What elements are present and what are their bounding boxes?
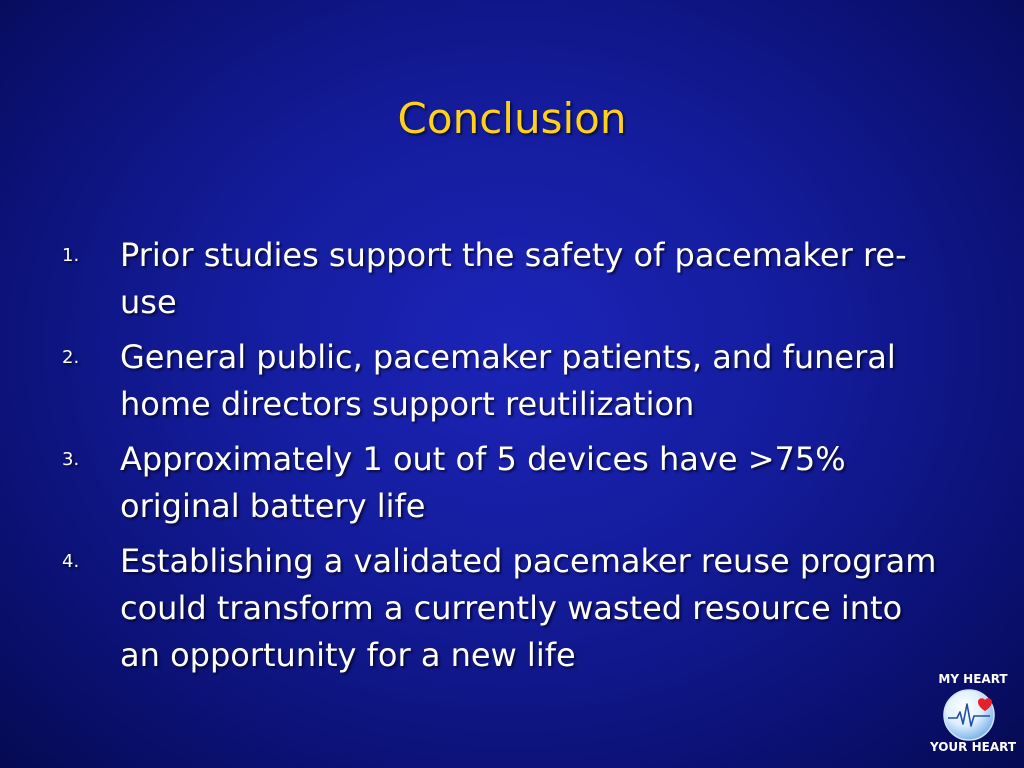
list-item-number: 2. [62, 347, 80, 368]
list-item [60, 334, 940, 428]
list-item [60, 232, 940, 326]
list-item-number: 3. [62, 449, 80, 470]
logo-top-text: MY HEART [938, 672, 1008, 686]
list-item [60, 436, 940, 530]
list-item-text: Prior studies support the safety of pacemaker re-use [120, 236, 907, 321]
list-item-number: 4. [62, 551, 80, 572]
logo-bottom-text: YOUR HEART [929, 740, 1017, 754]
list-item-text: General public, pacemaker patients, and funeral home directors support reutilization [120, 338, 896, 423]
list-item-text: Approximately 1 out of 5 devices have >75% original battery life [120, 440, 846, 525]
slide-title: Conclusion [397, 94, 627, 143]
my-heart-your-heart-logo [928, 668, 1018, 764]
conclusion-list [60, 232, 940, 687]
list-item-text: Establishing a validated pacemaker reuse program could transform a currently wasted resource into an opportunity for a new life [120, 542, 937, 674]
list-item-number: 1. [62, 245, 80, 266]
list-item [60, 538, 940, 679]
heart-ecg-globe-icon [942, 688, 996, 742]
